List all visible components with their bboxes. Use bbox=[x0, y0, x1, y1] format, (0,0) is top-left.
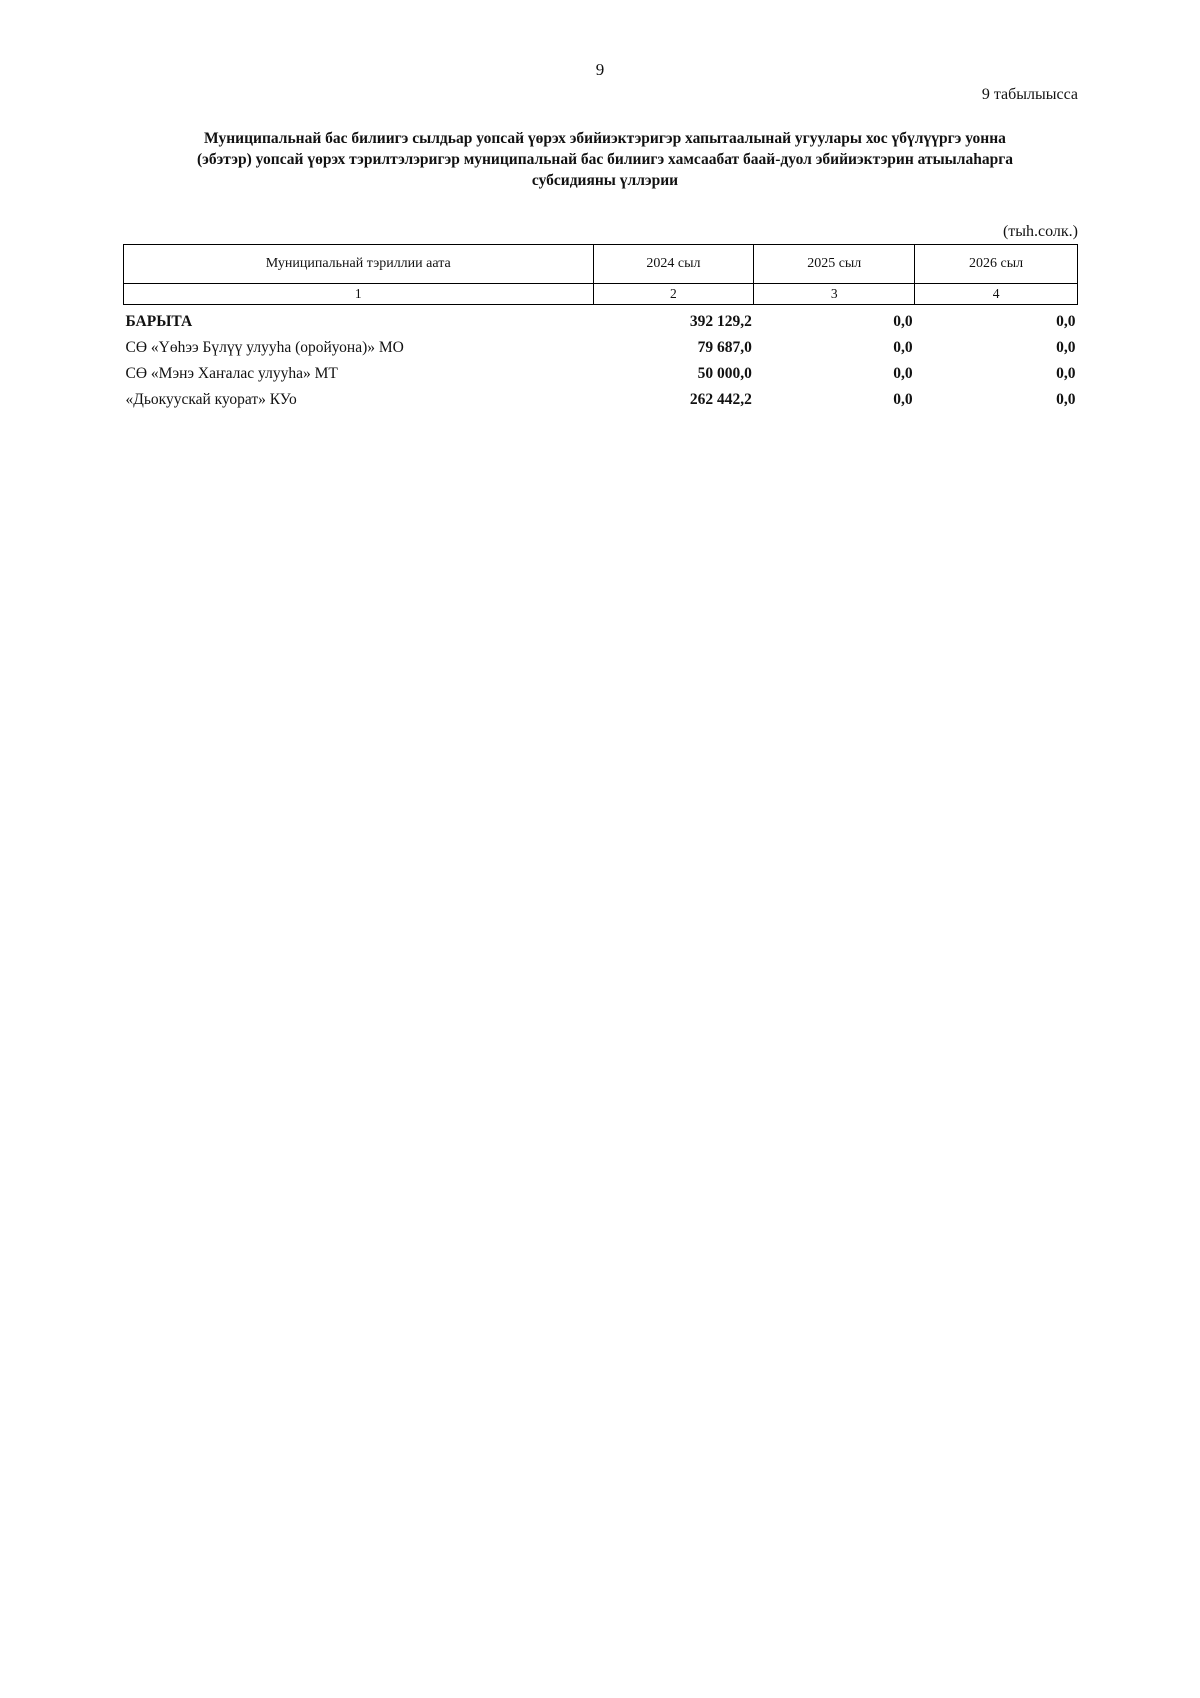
units-label: (тыһ.солк.) bbox=[1002, 223, 1078, 240]
column-number: 2 bbox=[593, 284, 754, 305]
header-2025: 2025 сыл bbox=[754, 245, 915, 284]
value-2024: 79 687,0 bbox=[697, 339, 752, 356]
appendix-label: 9 табылыысса bbox=[981, 86, 1078, 103]
title-line-1: Муниципальнай бас билиигэ сылдьар уопсай үөрэх эбийиэктэригэр хапытаалынай угуулары хос үбүлүүргэ уонна bbox=[204, 130, 1006, 147]
title-line-3: субсидияны үллэрии bbox=[531, 172, 679, 189]
table-row bbox=[124, 383, 1078, 409]
subsidy-table bbox=[123, 244, 1078, 409]
header-2026: 2026 сыл bbox=[915, 245, 1078, 284]
row-name: СӨ «Үөһээ Бүлүү улууһа (оройуона)» МО bbox=[125, 339, 404, 356]
table-header-row bbox=[124, 245, 1078, 284]
value-2025: 0,0 bbox=[893, 339, 913, 356]
table-row bbox=[124, 357, 1078, 383]
table-row-total bbox=[124, 305, 1078, 332]
title-line-2: (эбэтэр) уопсай үөрэх тэрилтэлэригэр муниципальнай бас билиигэ хамсаабат баай-дуол эбийиэктэрин атыылаһарга bbox=[196, 151, 1014, 168]
row-name: СӨ «Мэнэ Хаҥалас улууһа» МТ bbox=[125, 365, 338, 382]
column-number: 4 bbox=[915, 284, 1078, 305]
value-2024: 50 000,0 bbox=[697, 365, 752, 382]
value-2024: 392 129,2 bbox=[689, 313, 752, 330]
value-2026: 0,0 bbox=[1056, 365, 1076, 382]
value-2026: 0,0 bbox=[1056, 339, 1076, 356]
header-2024: 2024 сыл bbox=[593, 245, 754, 284]
value-2026: 0,0 bbox=[1056, 391, 1076, 408]
value-2025: 0,0 bbox=[893, 313, 913, 330]
column-number-row bbox=[124, 284, 1078, 305]
column-number: 1 bbox=[124, 284, 594, 305]
value-2025: 0,0 bbox=[893, 365, 913, 382]
table-row bbox=[124, 331, 1078, 357]
value-2025: 0,0 bbox=[893, 391, 913, 408]
value-2024: 262 442,2 bbox=[689, 391, 752, 408]
header-municipality: Муниципальнай тэриллии аата bbox=[124, 245, 594, 284]
row-name: «Дьокуускай куорат» КУо bbox=[125, 391, 297, 408]
document-title bbox=[130, 128, 1080, 191]
value-2026: 0,0 bbox=[1056, 313, 1076, 330]
column-number: 3 bbox=[754, 284, 915, 305]
page-number: 9 bbox=[595, 60, 605, 79]
row-name: БАРЫТА bbox=[125, 313, 193, 330]
